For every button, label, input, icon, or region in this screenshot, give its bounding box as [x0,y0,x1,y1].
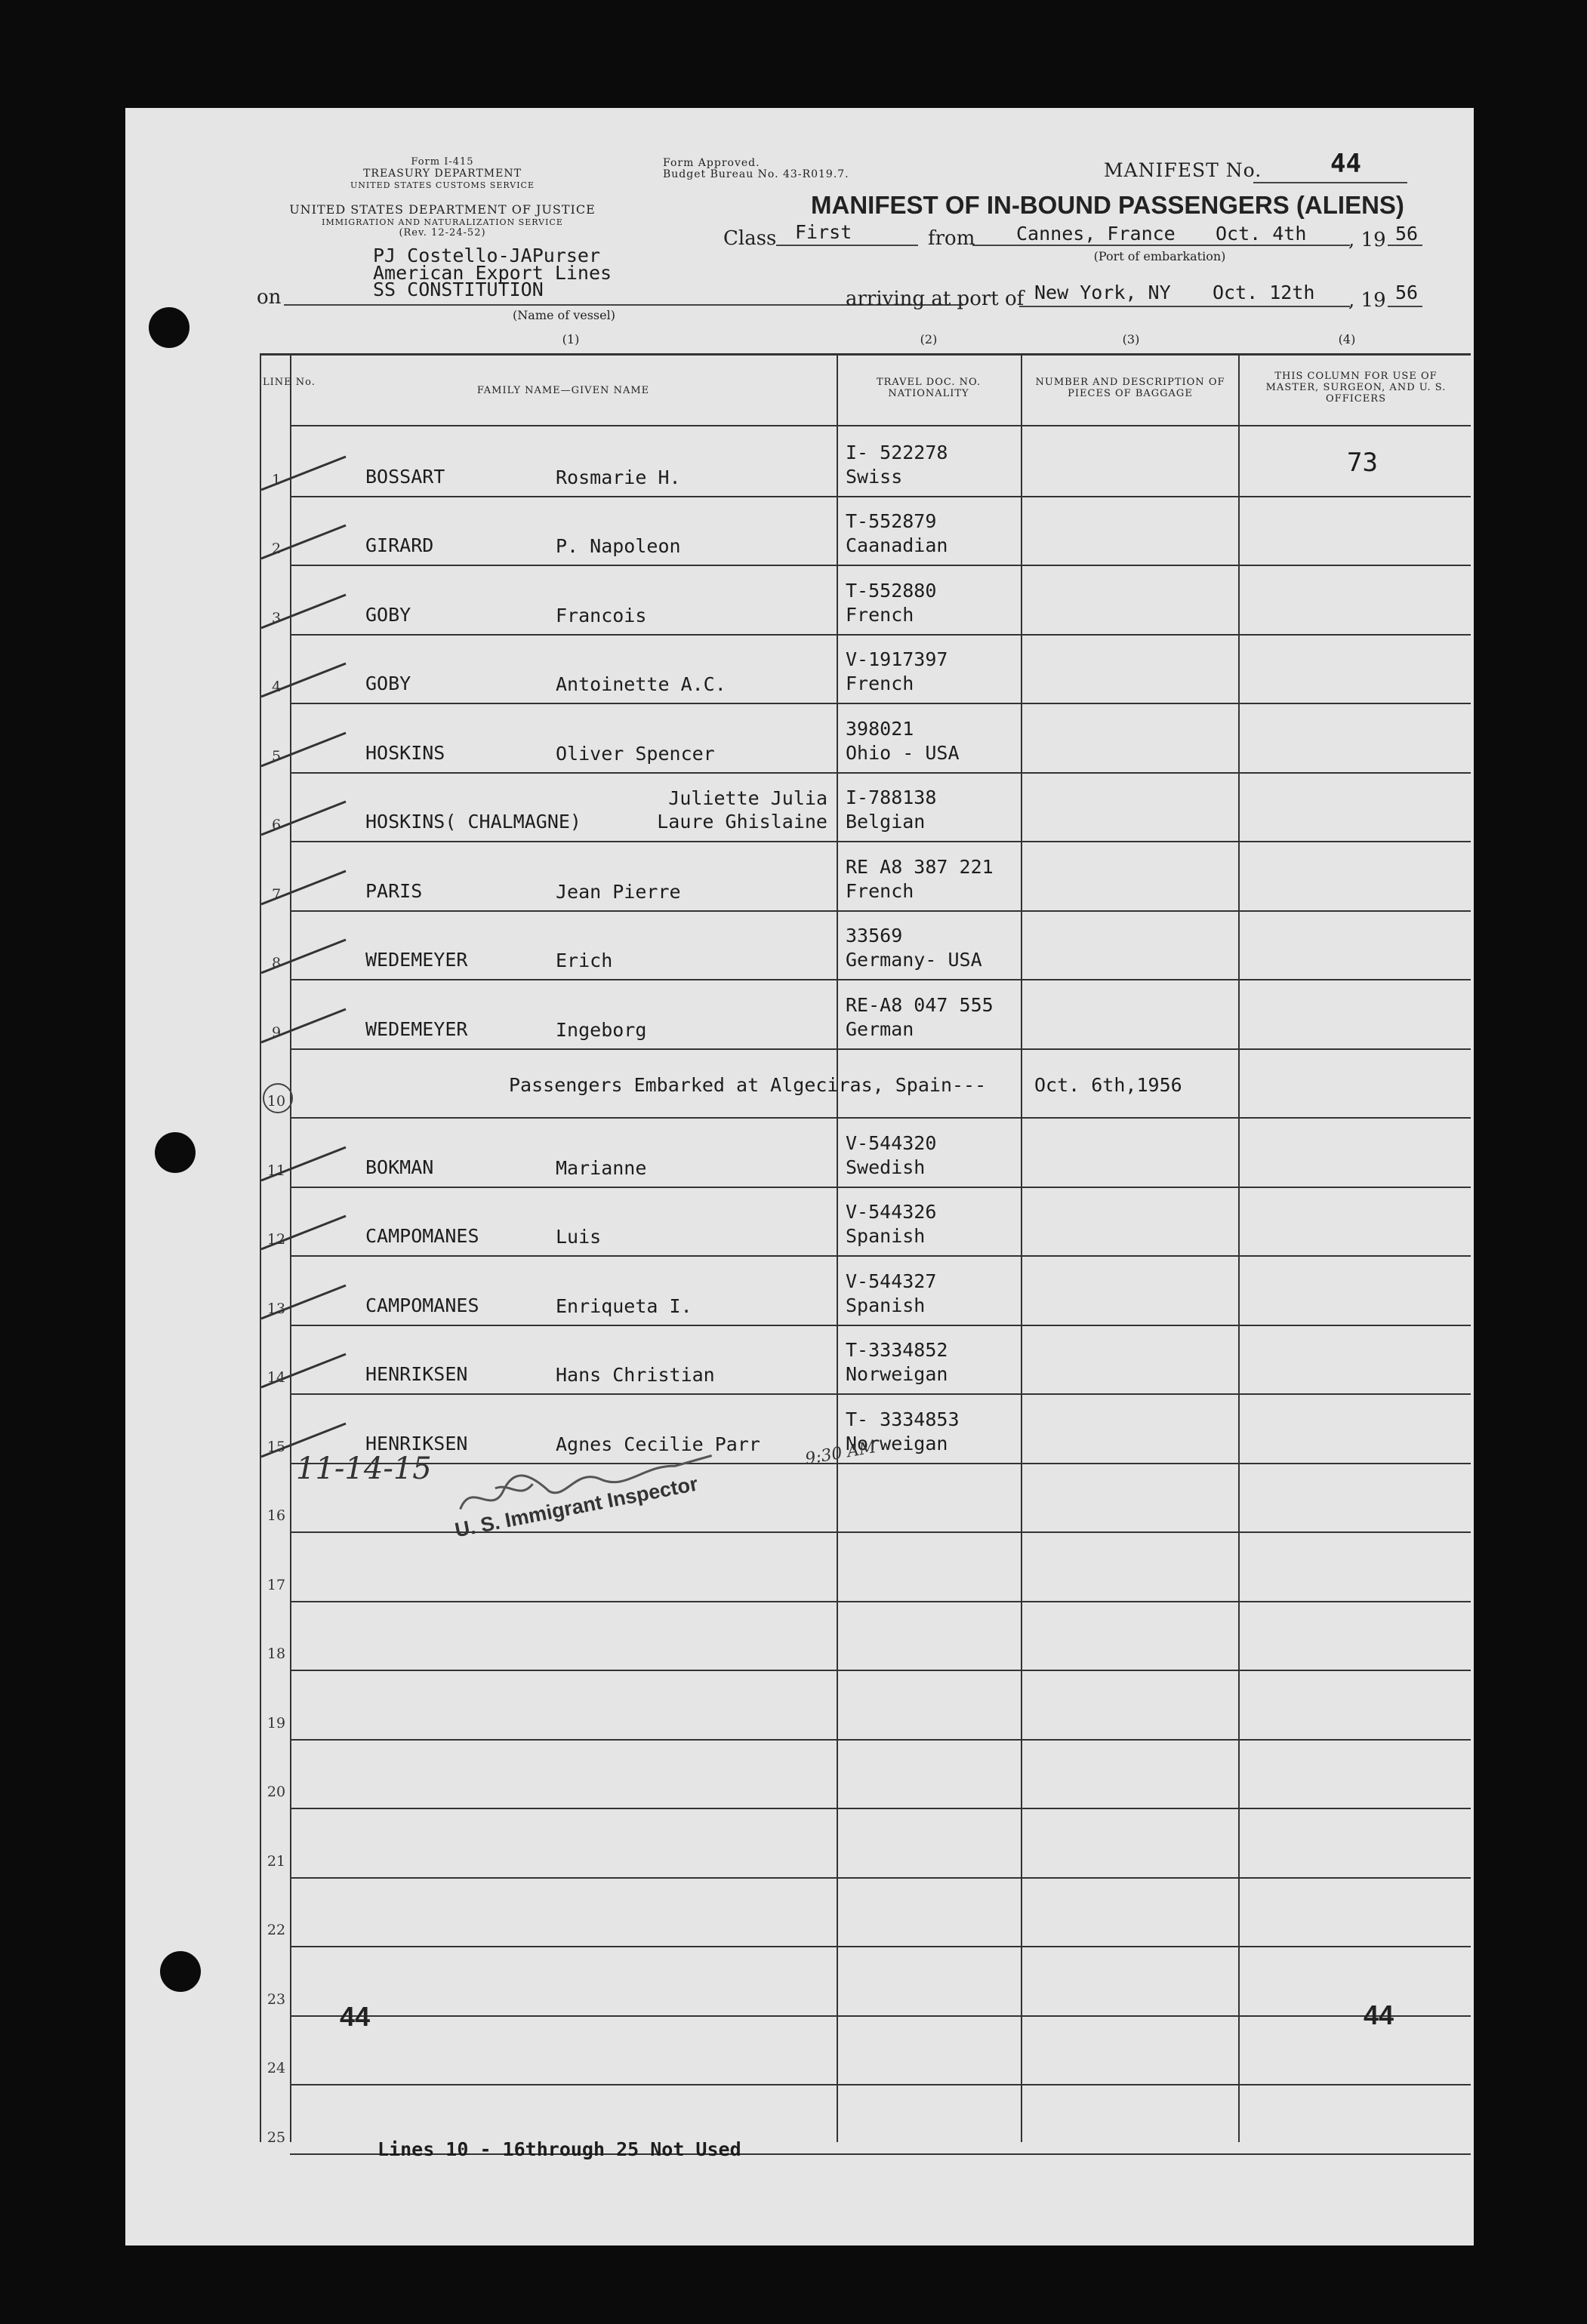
ins-service: IMMIGRATION AND NATURALIZATION SERVICE [322,217,563,227]
row-divider [290,979,1471,980]
family-name: GOBY [365,603,411,626]
check-mark-icon [258,934,349,979]
total-right: 44 [1364,1999,1394,2030]
given-name: Ingeborg [556,1018,647,1041]
line-number: 25 [267,2129,286,2146]
baggage-col-divider [1238,353,1240,2142]
row-divider [290,2084,1471,2085]
given-name: Oliver Spencer [556,742,715,765]
header-baggage: NUMBER AND DESCRIPTION OF PIECES OF BAGGAGE [1035,377,1225,399]
col-num-1: (1) [562,332,580,346]
arrival-date: Oct. 12th [1213,282,1315,303]
travel-doc-number: 398021 [846,717,914,740]
handwritten-time: 9:30 AM [803,1437,878,1470]
travel-doc-number: I-788138 [846,786,937,808]
check-mark-icon [258,1279,349,1325]
manifest-no-label: MANIFEST No. [1104,159,1262,181]
family-name: HENRIKSEN [365,1432,468,1454]
family-name: GOBY [365,673,411,694]
purser: PJ Costello-JAPurser [373,245,601,266]
travel-doc-number: RE A8 387 221 [846,855,994,878]
travel-doc-number: 33569 [846,925,903,947]
from-label: from [928,227,975,250]
row-divider [290,1946,1471,1947]
row-divider [290,841,1471,842]
given-name: Antoinette A.C. [556,673,726,695]
row-divider [290,1601,1471,1602]
header-travel-doc: TRAVEL DOC. NO. NATIONALITY [876,377,981,399]
nationality: French [846,673,914,694]
row-divider [290,634,1471,636]
row-divider [290,1463,1471,1464]
family-name: HOSKINS( CHALMAGNE) [365,811,581,833]
class-underline [776,245,918,246]
given-name: Rosmarie H. [556,466,681,488]
line-number: 1 [271,471,282,488]
family-name: WEDEMEYER [365,1017,468,1040]
year-value: 56 [1395,223,1419,245]
line-number: 4 [271,679,282,695]
line-number: 12 [267,1231,286,1248]
travel-doc-number: V-544320 [846,1131,937,1154]
binder-hole-middle [155,1132,196,1173]
line-number: 20 [267,1784,286,1800]
line-number: 21 [267,1852,286,1870]
line-number: 7 [271,885,282,903]
nationality: Spanish [846,1294,926,1316]
check-mark-icon [258,1003,349,1048]
family-name: HENRIKSEN [365,1363,468,1385]
family-name: GIRARD [365,534,434,556]
check-mark-icon [258,796,349,841]
nationality: Swiss [846,465,903,488]
row-divider [290,1255,1471,1257]
given-name: Francois [556,604,647,626]
vessel-caption: (Name of vessel) [513,308,615,322]
row-divider [290,1877,1471,1879]
family-name: BOKMAN [365,1156,434,1178]
from-port: Cannes, France [1016,223,1176,245]
row-divider [290,1187,1471,1188]
shipping-line: American Export Lines [373,262,612,284]
row-divider [290,1048,1471,1050]
given-name: Enriqueta I. [556,1294,692,1317]
family-name: BOSSART [365,465,445,488]
year-underline-2 [1388,306,1422,307]
footer-not-used: Lines 10 - 16through 25 Not Used [377,2138,741,2160]
row-divider [290,772,1471,774]
row-divider [290,1670,1471,1671]
justice-dept: UNITED STATES DEPARTMENT OF JUSTICE [289,202,596,217]
line-number: 23 [267,1990,286,2008]
arriving-label: arriving at port of [846,288,1025,310]
row-divider [290,1117,1471,1119]
check-mark-icon [258,451,349,496]
check-mark-icon [258,727,349,772]
line-number: 17 [267,1576,286,1593]
form-number: Form I-415 [411,156,474,168]
class-label: Class [723,227,777,250]
header-name: FAMILY NAME—GIVEN NAME [476,385,650,396]
travel-doc-number: RE-A8 047 555 [846,993,994,1016]
nationality: French [846,879,914,902]
vessel-name: SS CONSTITUTION [373,279,544,300]
given-name: Erich [556,950,613,971]
row-divider [290,1393,1471,1395]
budget-bureau: Budget Bureau No. 43-R019.7. [663,168,849,180]
check-mark-icon [258,865,349,910]
nationality: German [846,1017,914,1040]
line-number: 16 [267,1507,286,1524]
line-number: 22 [267,1922,286,1938]
family-name: PARIS [365,879,423,902]
line-number: 13 [267,1300,286,1317]
line-number: 3 [271,609,282,626]
handwritten-line-numbers: 11-14-15 [296,1451,432,1486]
manifest-no-value: 44 [1330,149,1361,179]
check-mark-icon [258,1210,349,1255]
given-name: P. Napoleon [556,535,681,557]
line-number: 8 [271,955,282,971]
row-divider [290,1325,1471,1326]
from-underline [972,245,1350,246]
year-underline [1388,245,1422,246]
travel-doc-number: I- 522278 [846,441,948,463]
row-divider [290,703,1471,704]
nationality: Caanadian [846,534,948,556]
col-num-2: (2) [920,332,938,346]
line-number: 5 [271,747,282,765]
line-number: 24 [267,2060,286,2076]
col-num-3: (3) [1122,332,1140,346]
nationality: Belgian [846,811,926,833]
given-name: Agnes Cecilie Parr [556,1433,760,1455]
binder-hole-top [149,307,190,348]
line-number: 19 [267,1714,286,1731]
total-left: 44 [340,2001,371,2032]
manifest-title: MANIFEST OF IN-BOUND PASSENGERS (ALIENS) [811,191,1404,219]
arrival-port: New York, NY [1034,282,1171,303]
travel-doc-number: V-1917397 [846,648,948,670]
line-number: 9 [271,1023,282,1041]
nationality: Germany- USA [846,949,982,971]
given-name: Juliette Julia Laure Ghislaine [657,787,827,833]
algeciras-date: Oct. 6th,1956 [1034,1074,1182,1096]
given-name: Marianne [556,1156,647,1179]
nationality: Norweigan [846,1363,948,1385]
line-number: 18 [267,1645,286,1662]
given-name: Hans Christian [556,1364,715,1386]
nationality: Norweigan [846,1432,948,1454]
travel-doc-number: T-552880 [846,579,937,602]
manifest-page [125,108,1474,2246]
check-mark-icon [258,589,349,634]
line-number: 6 [271,817,282,833]
header-officers: THIS COLUMN FOR USE OF MASTER, SURGEON, AND U. S. OFFICERS [1265,371,1447,405]
travel-doc-number: T-3334852 [846,1339,948,1361]
on-label: on [257,286,282,309]
check-mark-icon [258,657,349,703]
table-top-border [260,353,1471,356]
header-line-no: LINE No. [263,377,316,388]
line-10-circle [263,1083,293,1113]
treasury-dept: TREASURY DEPARTMENT [363,168,522,180]
nationality: Spanish [846,1225,926,1247]
customs-service: UNITED STATES CUSTOMS SERVICE [350,180,535,190]
row-divider [290,2015,1471,2017]
row-divider [290,496,1471,497]
algeciras-note: Passengers Embarked at Algeciras, Spain--- [509,1074,987,1096]
family-name: WEDEMEYER [365,949,468,971]
nationality: Swedish [846,1156,926,1178]
year-value-2: 56 [1395,282,1419,303]
line-number: 11 [267,1162,286,1179]
nationality: French [846,603,914,626]
inspector-stamp: U. S. Immigrant Inspector [453,1472,700,1542]
travel-doc-number: V-544327 [846,1270,937,1292]
given-name: Jean Pierre [556,880,681,903]
row-divider [290,1808,1471,1809]
row-divider [290,565,1471,566]
embarkation-caption: (Port of embarkation) [1093,249,1226,263]
year-prefix: , 19 [1348,229,1386,251]
line-number: 14 [267,1369,286,1386]
manifest-no-underline [1253,182,1407,183]
port-underline [1019,306,1350,307]
row-divider [290,910,1471,912]
family-name: CAMPOMANES [365,1294,479,1316]
line-number: 10 [267,1093,286,1110]
form-approved: Form Approved. [663,157,760,169]
line-number: 2 [271,540,282,557]
officer-note: 73 [1347,447,1378,478]
travel-col-divider [1021,353,1022,2142]
travel-doc-number: T-552879 [846,510,937,532]
travel-doc-number: T- 3334853 [846,1408,960,1430]
check-mark-icon [258,1348,349,1393]
family-name: HOSKINS [365,741,445,764]
line-number: 15 [267,1438,286,1455]
from-date: Oct. 4th [1216,223,1307,245]
nationality: Ohio - USA [846,741,960,764]
binder-hole-bottom [160,1951,201,1992]
revision: (Rev. 12-24-52) [399,227,486,239]
header-bottom-border [290,425,1471,426]
col-num-4: (4) [1338,332,1356,346]
year-prefix-2: , 19 [1348,289,1386,312]
class-value: First [795,221,852,243]
name-col-divider [837,353,838,2142]
given-name: Luis [556,1226,602,1248]
check-mark-icon [258,1141,349,1187]
family-name: CAMPOMANES [365,1225,479,1247]
row-divider [290,1739,1471,1741]
check-mark-icon [258,519,349,565]
travel-doc-number: V-544326 [846,1201,937,1223]
